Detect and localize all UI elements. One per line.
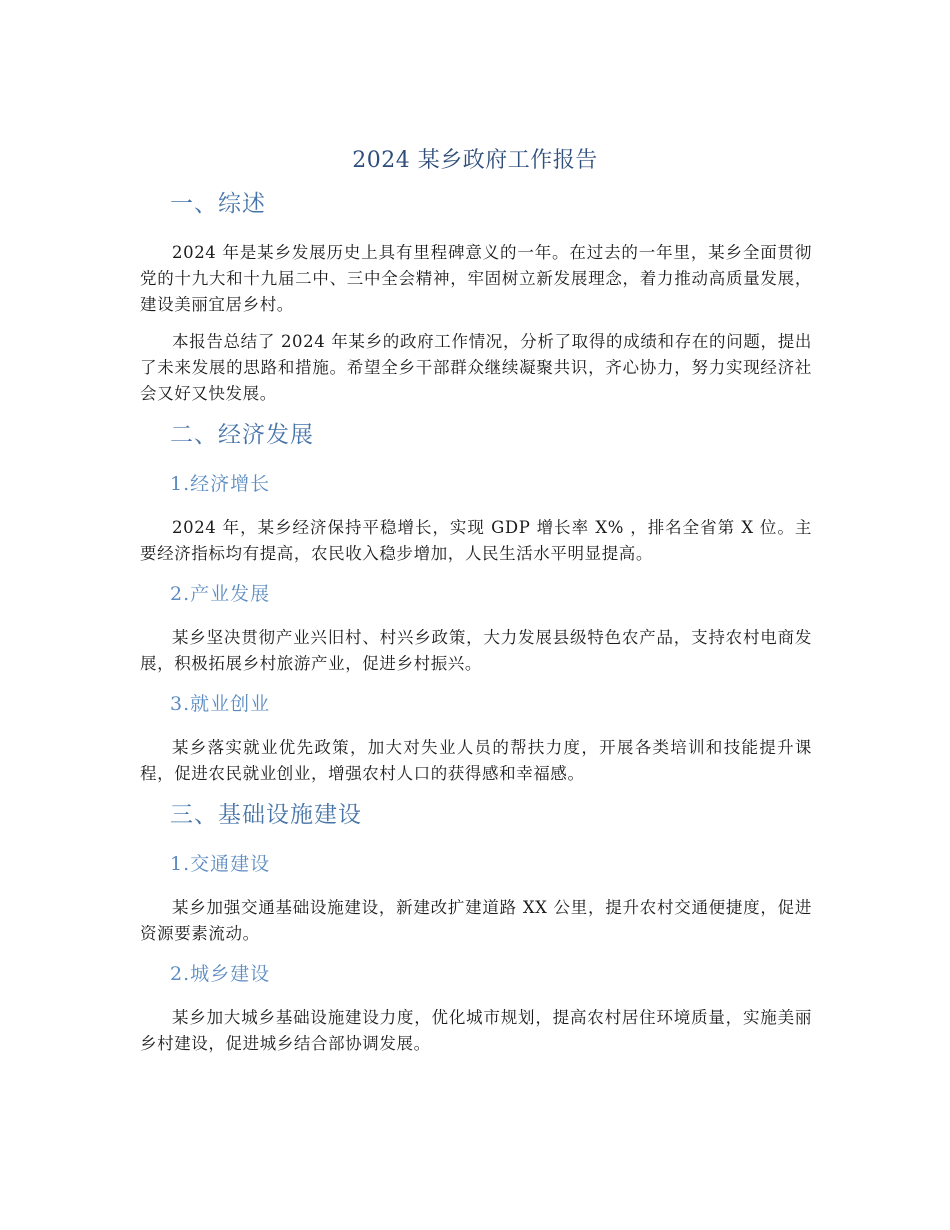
overview-paragraph-2: 本报告总结了 2024 年某乡的政府工作情况，分析了取得的成绩和存在的问题，提出了未来发展的思路和措施。希望全乡干部群众继续凝聚共识，齐心协力，努力实现经济社会又好又快发展。 <box>140 332 812 403</box>
employment-paragraph: 某乡落实就业优先政策，加大对失业人员的帮扶力度，开展各类培训和技能提升课程，促进农民就业创业，增强农村人口的获得感和幸福感。 <box>140 738 812 783</box>
subsection-heading-urban-rural: 2.城乡建设 <box>170 963 271 985</box>
industry-paragraph: 某乡坚决贯彻产业兴旧村、村兴乡政策，大力发展县级特色农产品，支持农村电商发展，积极拓展乡村旅游产业，促进乡村振兴。 <box>140 628 812 673</box>
section-heading-economy: 二、经济发展 <box>170 422 314 448</box>
subsection-heading-growth: 1.经济增长 <box>170 473 271 495</box>
overview-paragraph-1: 2024 年是某乡发展历史上具有里程碑意义的一年。在过去的一年里，某乡全面贯彻党的十九大和十九届二中、三中全会精神，牢固树立新发展理念，着力推动高质量发展，建设美丽宜居乡村。 <box>140 243 812 314</box>
section-heading-overview: 一、综述 <box>170 191 266 217</box>
subsection-heading-employment: 3.就业创业 <box>170 693 271 715</box>
urban-rural-paragraph: 某乡加大城乡基础设施建设力度，优化城市规划，提高农村居住环境质量，实施美丽乡村建设，促进城乡结合部协调发展。 <box>140 1008 812 1053</box>
growth-paragraph: 2024 年，某乡经济保持平稳增长，实现 GDP 增长率 X% ，排名全省第 X 位。主要经济指标均有提高，农民收入稳步增加，人民生活水平明显提高。 <box>140 518 812 563</box>
section-heading-infrastructure: 三、基础设施建设 <box>170 802 362 828</box>
document-body <box>140 188 812 1057</box>
transport-paragraph: 某乡加强交通基础设施建设，新建改扩建道路 XX 公里，提升农村交通便捷度，促进资源要素流动。 <box>140 898 812 943</box>
subsection-heading-industry: 2.产业发展 <box>170 583 271 605</box>
subsection-heading-transport: 1.交通建设 <box>170 853 271 875</box>
document-title: 2024 某乡政府工作报告 <box>352 148 598 173</box>
